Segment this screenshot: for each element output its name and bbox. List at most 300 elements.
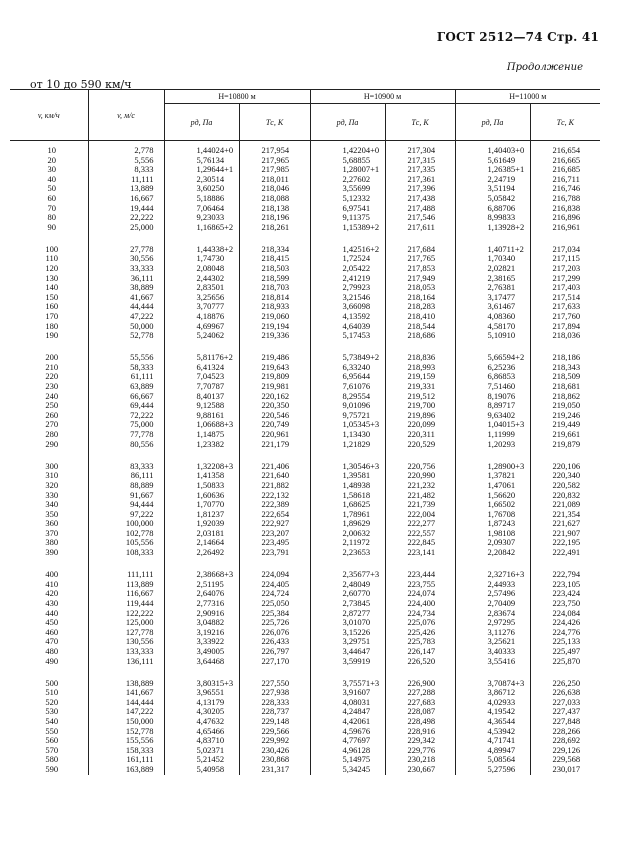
cell-t-11000: 217,203 (530, 264, 600, 274)
cell-v-kmh: 290 (45, 438, 59, 449)
gap-cell (455, 232, 530, 245)
cell-p-10800: 3,60250 (164, 184, 239, 194)
continuation-note: Продолжение (506, 62, 583, 73)
cell-p-11000: 1,47061 (455, 481, 530, 491)
cell-p-11000: 5,27596 (455, 765, 530, 775)
cell-t-11000: 227,437 (530, 707, 600, 717)
cell-p-11000: 5,10910 (455, 331, 530, 341)
cell-t-10900: 222,845 (385, 538, 455, 548)
cell-t-10800: 223,791 (239, 548, 310, 558)
cell-t-11000: 224,776 (530, 628, 600, 638)
cell-v-ms: 147,222 (88, 707, 164, 717)
cell-t-11000: 219,246 (530, 411, 600, 421)
cell-t-11000: 221,627 (530, 519, 600, 529)
cell-t-11000: 221,907 (530, 529, 600, 539)
cell-t-11000: 216,711 (530, 175, 600, 185)
gap-cell (385, 232, 455, 245)
cell-v-kmh: 590 (45, 763, 59, 774)
cell-t-10900: 229,776 (385, 746, 455, 756)
cell-p-10800: 3,33922 (164, 637, 239, 647)
cell-t-10900: 220,990 (385, 471, 455, 481)
cell-t-10800: 229,566 (239, 727, 310, 737)
cell-v-ms: 136,111 (88, 657, 164, 667)
cell-p-11000: 1,76708 (455, 510, 530, 520)
gap-cell (164, 449, 239, 462)
cell-p-10900: 3,01070 (310, 618, 385, 628)
cell-t-10800: 223,495 (239, 538, 310, 548)
col-header-t-10900: Tс, К (385, 104, 455, 141)
cell-t-11000: 225,497 (530, 647, 600, 657)
cell-v-kmh: 570 (45, 744, 59, 755)
cell-v-kmh: 150 (45, 291, 59, 302)
col-header-p-11000: pд, Па (455, 104, 530, 141)
cell-t-10900: 228,498 (385, 717, 455, 727)
cell-t-10800: 224,405 (239, 580, 310, 590)
col-header-p-10800: pд, Па (164, 104, 239, 141)
gap-cell (455, 666, 530, 679)
cell-v-ms: 158,333 (88, 746, 164, 756)
cell-p-11000: 2,32716+3 (455, 570, 530, 580)
cell-v-kmh: 220 (45, 371, 59, 382)
cell-t-11000: 220,832 (530, 491, 600, 501)
cell-p-11000: 7,51460 (455, 382, 530, 392)
cell-v-ms: 100,000 (88, 519, 164, 529)
cell-v-ms: 27,778 (88, 245, 164, 255)
cell-v-kmh: 450 (45, 617, 59, 628)
cell-p-10900: 9,01096 (310, 401, 385, 411)
cell-v-ms: 91,667 (88, 491, 164, 501)
cell-v-kmh: 320 (45, 479, 59, 490)
cell-p-10800: 3,70777 (164, 302, 239, 312)
cell-t-10800: 218,046 (239, 184, 310, 194)
cell-t-11000: 216,654 (530, 141, 600, 156)
cell-t-10900: 217,949 (385, 274, 455, 284)
table-row (10, 141, 600, 156)
cell-p-10900: 3,59919 (310, 657, 385, 667)
cell-t-10800: 218,415 (239, 254, 310, 264)
cell-p-10800: 2,77316 (164, 599, 239, 609)
gap-cell (10, 449, 88, 462)
cell-p-10800: 8,40137 (164, 392, 239, 402)
cell-t-10800: 225,050 (239, 599, 310, 609)
cell-v-kmh: 350 (45, 508, 59, 519)
cell-p-11000: 6,86853 (455, 372, 530, 382)
cell-t-10800: 218,011 (239, 175, 310, 185)
cell-p-11000: 4,08360 (455, 312, 530, 322)
cell-t-10800: 219,336 (239, 331, 310, 341)
cell-t-10900: 227,288 (385, 688, 455, 698)
cell-t-10900: 228,916 (385, 727, 455, 737)
cell-p-10900: 3,55699 (310, 184, 385, 194)
cell-p-11000: 5,61649 (455, 156, 530, 166)
cell-t-10900: 218,053 (385, 283, 455, 293)
cell-t-10900: 219,700 (385, 401, 455, 411)
cell-v-ms: 41,667 (88, 293, 164, 303)
col-header-v-ms: v, м/с (88, 90, 164, 141)
table-row (10, 331, 600, 341)
cell-t-10800: 222,132 (239, 491, 310, 501)
cell-v-ms: 52,778 (88, 331, 164, 341)
cell-p-10800: 3,25656 (164, 293, 239, 303)
speed-range-label: от 10 до 590 км/ч (30, 78, 132, 91)
cell-t-11000: 216,788 (530, 194, 600, 204)
cell-p-11000: 3,61467 (455, 302, 530, 312)
cell-p-10900: 2,00632 (310, 529, 385, 539)
cell-v-kmh: 160 (45, 301, 59, 312)
cell-p-10800: 7,04523 (164, 372, 239, 382)
cell-t-10800: 220,961 (239, 430, 310, 440)
cell-t-10900: 219,896 (385, 411, 455, 421)
cell-v-kmh: 20 (47, 154, 56, 165)
cell-t-10900: 221,739 (385, 500, 455, 510)
cell-p-10900: 2,48049 (310, 580, 385, 590)
cell-v-kmh: 30 (47, 164, 56, 175)
cell-v-ms: 125,000 (88, 618, 164, 628)
cell-v-ms: 102,778 (88, 529, 164, 539)
table-body (10, 141, 600, 775)
cell-t-10900: 218,283 (385, 302, 455, 312)
cell-t-10900: 222,004 (385, 510, 455, 520)
cell-p-10900: 4,64039 (310, 322, 385, 332)
cell-v-ms: 88,889 (88, 481, 164, 491)
cell-v-kmh: 400 (45, 569, 59, 580)
cell-p-11000: 6,88706 (455, 204, 530, 214)
cell-p-11000: 3,86712 (455, 688, 530, 698)
cell-v-kmh: 370 (45, 527, 59, 538)
cell-t-10800: 220,162 (239, 392, 310, 402)
cell-p-10900: 3,29751 (310, 637, 385, 647)
cell-p-10800: 1,44338+2 (164, 245, 239, 255)
cell-t-11000: 216,746 (530, 184, 600, 194)
cell-v-ms: 144,444 (88, 698, 164, 708)
cell-t-10800: 222,654 (239, 510, 310, 520)
cell-v-kmh: 200 (45, 352, 59, 363)
cell-t-11000: 217,514 (530, 293, 600, 303)
cell-t-11000: 220,582 (530, 481, 600, 491)
cell-v-kmh: 410 (45, 578, 59, 589)
cell-t-10900: 226,147 (385, 647, 455, 657)
cell-p-10900: 7,61076 (310, 382, 385, 392)
col-header-p-10900: pд, Па (310, 104, 385, 141)
cell-p-10800: 7,06464 (164, 204, 239, 214)
cell-p-11000: 1,40403+0 (455, 141, 530, 156)
cell-t-10900: 221,232 (385, 481, 455, 491)
cell-p-10800: 2,90916 (164, 609, 239, 619)
block-gap (10, 666, 600, 679)
cell-t-10900: 226,520 (385, 657, 455, 667)
cell-p-10800: 2,26492 (164, 548, 239, 558)
gap-cell (310, 449, 385, 462)
cell-p-10800: 5,24062 (164, 331, 239, 341)
gap-cell (310, 666, 385, 679)
cell-v-ms: 63,889 (88, 382, 164, 392)
cell-p-10900: 4,96128 (310, 746, 385, 756)
cell-t-11000: 218,186 (530, 353, 600, 363)
cell-t-10800: 229,992 (239, 736, 310, 746)
gap-cell (239, 232, 310, 245)
cell-p-11000: 1,28900+3 (455, 462, 530, 472)
cell-v-kmh: 40 (47, 173, 56, 184)
cell-t-10800: 218,334 (239, 245, 310, 255)
gap-cell (530, 232, 600, 245)
cell-t-10900: 225,076 (385, 618, 455, 628)
atmosphere-table (10, 89, 600, 775)
cell-t-11000: 221,089 (530, 500, 600, 510)
cell-t-11000: 217,403 (530, 283, 600, 293)
cell-t-10900: 224,074 (385, 589, 455, 599)
gap-cell (10, 666, 88, 679)
cell-t-11000: 217,034 (530, 245, 600, 255)
cell-v-kmh: 140 (45, 282, 59, 293)
cell-p-10800: 2,14664 (164, 538, 239, 548)
cell-t-10900: 225,783 (385, 637, 455, 647)
cell-t-10800: 220,350 (239, 401, 310, 411)
cell-p-10800: 3,64468 (164, 657, 239, 667)
cell-v-ms: 116,667 (88, 589, 164, 599)
cell-p-10800: 1,41358 (164, 471, 239, 481)
cell-v-kmh: 180 (45, 320, 59, 331)
cell-v-ms: 161,111 (88, 755, 164, 765)
cell-t-10800: 219,486 (239, 353, 310, 363)
cell-p-11000: 4,36544 (455, 717, 530, 727)
cell-v-ms: 119,444 (88, 599, 164, 609)
cell-v-ms: 138,889 (88, 679, 164, 689)
cell-v-ms: 25,000 (88, 223, 164, 233)
gap-cell (239, 666, 310, 679)
cell-v-ms: 50,000 (88, 322, 164, 332)
cell-t-10900: 217,335 (385, 165, 455, 175)
cell-t-10800: 218,503 (239, 264, 310, 274)
cell-v-kmh: 240 (45, 390, 59, 401)
cell-t-11000: 219,449 (530, 420, 600, 430)
cell-t-11000: 217,894 (530, 322, 600, 332)
cell-p-10900: 9,75721 (310, 411, 385, 421)
cell-p-10900: 1,30546+3 (310, 462, 385, 472)
cell-t-10800: 218,703 (239, 283, 310, 293)
cell-p-10900: 2,11972 (310, 538, 385, 548)
cell-t-10800: 226,797 (239, 647, 310, 657)
gap-cell (10, 232, 88, 245)
cell-v-ms: 130,556 (88, 637, 164, 647)
cell-p-10800: 2,51195 (164, 580, 239, 590)
cell-v-kmh: 80 (47, 212, 56, 223)
cell-p-11000: 3,40333 (455, 647, 530, 657)
cell-p-10900: 5,73849+2 (310, 353, 385, 363)
cell-v-kmh: 90 (47, 221, 56, 232)
cell-t-11000: 227,033 (530, 698, 600, 708)
cell-v-kmh: 60 (47, 192, 56, 203)
cell-t-11000: 217,299 (530, 274, 600, 284)
cell-p-10800: 5,40958 (164, 765, 239, 775)
cell-t-10800: 221,179 (239, 440, 310, 450)
cell-p-11000: 1,26385+1 (455, 165, 530, 175)
cell-t-10900: 217,611 (385, 223, 455, 233)
col-header-v-kmh: v, км/ч (10, 90, 88, 141)
cell-t-10900: 220,311 (385, 430, 455, 440)
cell-p-10900: 1,78961 (310, 510, 385, 520)
cell-v-kmh: 170 (45, 311, 59, 321)
cell-p-11000: 1,87243 (455, 519, 530, 529)
cell-p-10900: 3,21546 (310, 293, 385, 303)
cell-p-10900: 1,42204+0 (310, 141, 385, 156)
cell-v-ms: 108,333 (88, 548, 164, 558)
cell-v-ms: 77,778 (88, 430, 164, 440)
cell-t-10800: 219,643 (239, 363, 310, 373)
cell-p-11000: 4,19542 (455, 707, 530, 717)
cell-v-ms: 58,333 (88, 363, 164, 373)
cell-t-10800: 227,938 (239, 688, 310, 698)
gap-cell (88, 666, 164, 679)
cell-p-10800: 9,88161 (164, 411, 239, 421)
cell-p-10900: 1,15389+2 (310, 223, 385, 233)
cell-t-10800: 225,384 (239, 609, 310, 619)
cell-t-11000: 224,426 (530, 618, 600, 628)
cell-p-10900: 9,11375 (310, 213, 385, 223)
cell-t-10900: 223,755 (385, 580, 455, 590)
cell-p-11000: 1,11999 (455, 430, 530, 440)
cell-p-11000: 3,11276 (455, 628, 530, 638)
cell-p-11000: 9,63402 (455, 411, 530, 421)
cell-t-10900: 219,159 (385, 372, 455, 382)
cell-p-10800: 1,29644+1 (164, 165, 239, 175)
cell-p-10900: 5,12332 (310, 194, 385, 204)
cell-t-10800: 218,261 (239, 223, 310, 233)
cell-t-10900: 218,686 (385, 331, 455, 341)
cell-p-10900: 1,48938 (310, 481, 385, 491)
cell-t-11000: 218,509 (530, 372, 600, 382)
cell-p-10800: 4,30205 (164, 707, 239, 717)
cell-t-11000: 219,050 (530, 401, 600, 411)
cell-t-10900: 224,400 (385, 599, 455, 609)
cell-p-10800: 5,81176+2 (164, 353, 239, 363)
group-header-row (10, 90, 600, 104)
cell-v-ms: 8,333 (88, 165, 164, 175)
cell-t-11000: 220,340 (530, 471, 600, 481)
cell-t-11000: 221,354 (530, 510, 600, 520)
cell-t-10900: 223,444 (385, 570, 455, 580)
cell-t-10900: 222,557 (385, 529, 455, 539)
cell-p-10900: 1,39581 (310, 471, 385, 481)
cell-v-kmh: 510 (45, 687, 59, 698)
cell-v-ms: 11,111 (88, 175, 164, 185)
cell-p-10900: 3,44647 (310, 647, 385, 657)
cell-t-11000: 220,106 (530, 462, 600, 472)
cell-p-10800: 9,12588 (164, 401, 239, 411)
cell-t-11000: 219,879 (530, 440, 600, 450)
cell-t-10900: 218,164 (385, 293, 455, 303)
gap-cell (530, 666, 600, 679)
cell-t-10900: 220,756 (385, 462, 455, 472)
cell-t-10900: 225,426 (385, 628, 455, 638)
cell-v-kmh: 260 (45, 409, 59, 420)
cell-v-kmh: 500 (45, 677, 59, 688)
block-gap (10, 449, 600, 462)
cell-t-10800: 225,726 (239, 618, 310, 628)
cell-p-10800: 1,50833 (164, 481, 239, 491)
cell-t-10800: 224,094 (239, 570, 310, 580)
cell-p-10900: 2,23653 (310, 548, 385, 558)
cell-p-10900: 6,95644 (310, 372, 385, 382)
cell-v-kmh: 440 (45, 607, 59, 618)
cell-t-10900: 217,315 (385, 156, 455, 166)
cell-v-ms: 16,667 (88, 194, 164, 204)
cell-t-10800: 218,599 (239, 274, 310, 284)
group-header-10900: H=10900 м (310, 90, 455, 104)
gap-cell (455, 449, 530, 462)
cell-t-10900: 218,836 (385, 353, 455, 363)
cell-v-kmh: 550 (45, 725, 59, 736)
cell-v-kmh: 330 (45, 489, 59, 500)
cell-t-10900: 220,529 (385, 440, 455, 450)
cell-t-10800: 223,207 (239, 529, 310, 539)
cell-t-10900: 217,361 (385, 175, 455, 185)
cell-t-11000: 217,633 (530, 302, 600, 312)
cell-p-10900: 1,13430 (310, 430, 385, 440)
cell-t-10900: 217,853 (385, 264, 455, 274)
table-row (10, 657, 600, 667)
cell-p-10800: 7,70787 (164, 382, 239, 392)
cell-v-ms: 66,667 (88, 392, 164, 402)
cell-t-11000: 225,133 (530, 637, 600, 647)
cell-t-10800: 221,882 (239, 481, 310, 491)
cell-v-kmh: 10 (47, 145, 56, 155)
cell-p-10900: 3,15226 (310, 628, 385, 638)
table-row (10, 440, 600, 450)
cell-p-10800: 1,60636 (164, 491, 239, 501)
cell-v-ms: 83,333 (88, 462, 164, 472)
cell-v-kmh: 270 (45, 419, 59, 430)
cell-t-10800: 228,333 (239, 698, 310, 708)
cell-t-10800: 220,546 (239, 411, 310, 421)
cell-p-10900: 2,35677+3 (310, 570, 385, 580)
cell-p-11000: 3,70874+3 (455, 679, 530, 689)
cell-t-10800: 218,814 (239, 293, 310, 303)
cell-v-ms: 2,778 (88, 141, 164, 156)
cell-v-kmh: 380 (45, 537, 59, 548)
cell-t-10900: 228,087 (385, 707, 455, 717)
cell-v-kmh: 210 (45, 361, 59, 372)
cell-v-ms: 86,111 (88, 471, 164, 481)
cell-v-kmh: 580 (45, 754, 59, 765)
cell-t-10800: 231,317 (239, 765, 310, 775)
cell-v-ms: 80,556 (88, 440, 164, 450)
cell-t-11000: 226,638 (530, 688, 600, 698)
cell-t-10800: 219,981 (239, 382, 310, 392)
cell-t-10800: 217,965 (239, 156, 310, 166)
cell-t-11000: 216,838 (530, 204, 600, 214)
cell-p-10900: 8,29554 (310, 392, 385, 402)
cell-t-11000: 216,685 (530, 165, 600, 175)
cell-v-ms: 55,556 (88, 353, 164, 363)
cell-p-10900: 2,60770 (310, 589, 385, 599)
cell-p-11000: 8,99833 (455, 213, 530, 223)
cell-p-10800: 4,69967 (164, 322, 239, 332)
cell-p-10900: 6,33240 (310, 363, 385, 373)
cell-v-ms: 13,889 (88, 184, 164, 194)
cell-p-10800: 2,38668+3 (164, 570, 239, 580)
cell-v-ms: 133,333 (88, 647, 164, 657)
cell-p-10800: 2,64076 (164, 589, 239, 599)
cell-v-ms: 122,222 (88, 609, 164, 619)
cell-p-10900: 1,28007+1 (310, 165, 385, 175)
cell-t-10800: 219,194 (239, 322, 310, 332)
cell-p-11000: 1,20293 (455, 440, 530, 450)
cell-v-kmh: 560 (45, 735, 59, 746)
cell-t-11000: 223,105 (530, 580, 600, 590)
cell-p-10800: 2,44302 (164, 274, 239, 284)
cell-t-11000: 222,794 (530, 570, 600, 580)
cell-p-11000: 2,24719 (455, 175, 530, 185)
